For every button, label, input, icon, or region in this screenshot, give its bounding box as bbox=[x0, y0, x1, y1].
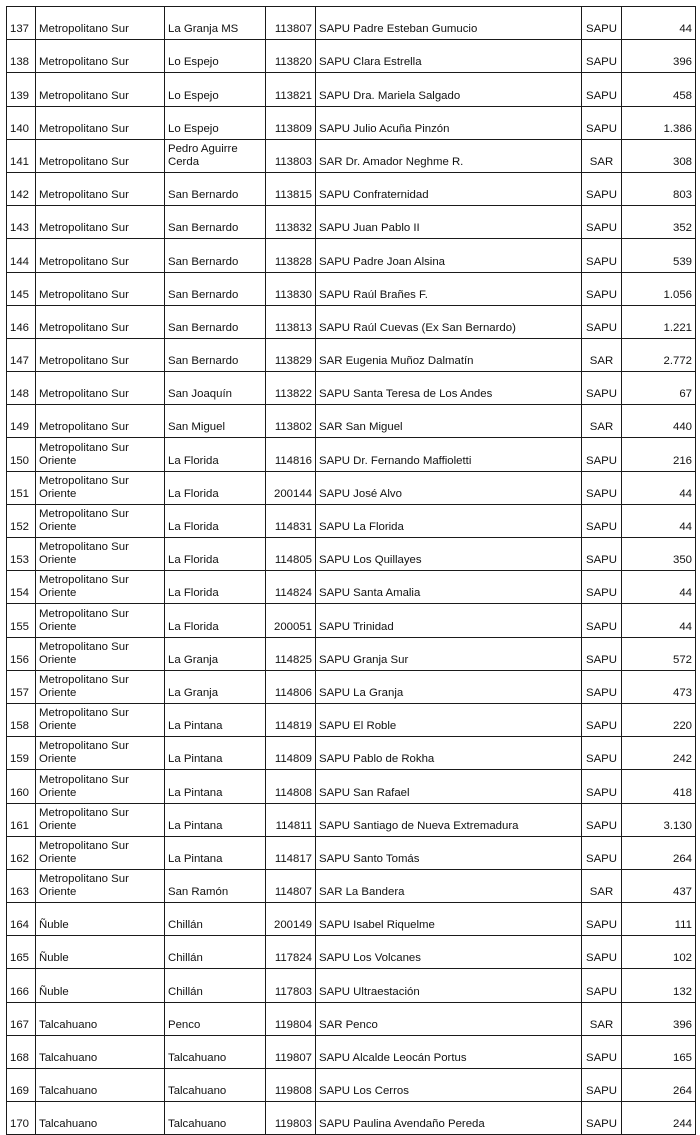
commune-cell: La Pintana bbox=[165, 803, 266, 836]
type-cell: SAPU bbox=[582, 73, 622, 106]
row-number: 166 bbox=[7, 969, 36, 1002]
commune-cell: La Florida bbox=[165, 538, 266, 571]
row-number: 147 bbox=[7, 338, 36, 371]
table-row bbox=[7, 305, 696, 338]
establishment-code-cell: 119807 bbox=[266, 1035, 316, 1068]
value-cell: 216 bbox=[622, 438, 696, 471]
establishment-name-cell: SAPU Raúl Cuevas (Ex San Bernardo) bbox=[316, 305, 582, 338]
commune-cell: San Bernardo bbox=[165, 206, 266, 239]
establishment-name-cell: SAPU Dr. Fernando Maffioletti bbox=[316, 438, 582, 471]
establishment-code-cell: 119803 bbox=[266, 1102, 316, 1135]
establishment-name-cell: SAPU San Rafael bbox=[316, 770, 582, 803]
table-row bbox=[7, 1035, 696, 1068]
commune-cell: Lo Espejo bbox=[165, 106, 266, 139]
establishment-code-cell: 113830 bbox=[266, 272, 316, 305]
type-cell: SAPU bbox=[582, 936, 622, 969]
health-service-cell: Metropolitano Sur bbox=[36, 372, 165, 405]
commune-cell: Talcahuano bbox=[165, 1069, 266, 1102]
value-cell: 244 bbox=[622, 1102, 696, 1135]
establishment-name-cell: SAR La Bandera bbox=[316, 869, 582, 902]
value-cell: 418 bbox=[622, 770, 696, 803]
commune-cell: San Bernardo bbox=[165, 272, 266, 305]
table-row bbox=[7, 7, 696, 40]
type-cell: SAPU bbox=[582, 438, 622, 471]
health-service-cell: Metropolitano Sur Oriente bbox=[36, 438, 165, 471]
health-service-cell: Ñuble bbox=[36, 903, 165, 936]
commune-cell: San Joaquín bbox=[165, 372, 266, 405]
table-row bbox=[7, 272, 696, 305]
health-service-cell: Metropolitano Sur bbox=[36, 206, 165, 239]
row-number: 152 bbox=[7, 504, 36, 537]
row-number: 138 bbox=[7, 40, 36, 73]
establishment-code-cell: 114805 bbox=[266, 538, 316, 571]
type-cell: SAPU bbox=[582, 969, 622, 1002]
establishment-code-cell: 117824 bbox=[266, 936, 316, 969]
commune-cell: La Pintana bbox=[165, 737, 266, 770]
row-number: 153 bbox=[7, 538, 36, 571]
type-cell: SAR bbox=[582, 338, 622, 371]
row-number: 161 bbox=[7, 803, 36, 836]
table-row bbox=[7, 869, 696, 902]
row-number: 165 bbox=[7, 936, 36, 969]
health-service-cell: Ñuble bbox=[36, 936, 165, 969]
value-cell: 803 bbox=[622, 172, 696, 205]
value-cell: 111 bbox=[622, 903, 696, 936]
type-cell: SAPU bbox=[582, 206, 622, 239]
table-row bbox=[7, 903, 696, 936]
value-cell: 1.221 bbox=[622, 305, 696, 338]
value-cell: 44 bbox=[622, 7, 696, 40]
value-cell: 539 bbox=[622, 239, 696, 272]
establishment-name-cell: SAPU Dra. Mariela Salgado bbox=[316, 73, 582, 106]
table-row bbox=[7, 604, 696, 637]
value-cell: 44 bbox=[622, 471, 696, 504]
row-number: 141 bbox=[7, 139, 36, 172]
establishment-name-cell: SAPU La Florida bbox=[316, 504, 582, 537]
establishment-name-cell: SAR Penco bbox=[316, 1002, 582, 1035]
health-service-cell: Talcahuano bbox=[36, 1035, 165, 1068]
row-number: 162 bbox=[7, 836, 36, 869]
establishment-code-cell: 119804 bbox=[266, 1002, 316, 1035]
value-cell: 102 bbox=[622, 936, 696, 969]
type-cell: SAR bbox=[582, 139, 622, 172]
establishments-table bbox=[6, 6, 696, 1135]
row-number: 142 bbox=[7, 172, 36, 205]
establishment-name-cell: SAPU Isabel Riquelme bbox=[316, 903, 582, 936]
establishment-code-cell: 113809 bbox=[266, 106, 316, 139]
row-number: 150 bbox=[7, 438, 36, 471]
row-number: 168 bbox=[7, 1035, 36, 1068]
table-row bbox=[7, 1069, 696, 1102]
type-cell: SAR bbox=[582, 1002, 622, 1035]
value-cell: 264 bbox=[622, 836, 696, 869]
establishment-code-cell: 114831 bbox=[266, 504, 316, 537]
health-service-cell: Metropolitano Sur Oriente bbox=[36, 737, 165, 770]
type-cell: SAPU bbox=[582, 737, 622, 770]
table-row bbox=[7, 239, 696, 272]
establishment-code-cell: 114824 bbox=[266, 571, 316, 604]
table-row bbox=[7, 338, 696, 371]
health-service-cell: Metropolitano Sur bbox=[36, 139, 165, 172]
establishment-name-cell: SAPU Granja Sur bbox=[316, 637, 582, 670]
value-cell: 1.386 bbox=[622, 106, 696, 139]
row-number: 167 bbox=[7, 1002, 36, 1035]
row-number: 148 bbox=[7, 372, 36, 405]
establishment-name-cell: SAPU Los Quillayes bbox=[316, 538, 582, 571]
value-cell: 1.056 bbox=[622, 272, 696, 305]
type-cell: SAPU bbox=[582, 106, 622, 139]
type-cell: SAPU bbox=[582, 903, 622, 936]
establishment-name-cell: SAPU Santo Tomás bbox=[316, 836, 582, 869]
table-row bbox=[7, 703, 696, 736]
type-cell: SAPU bbox=[582, 504, 622, 537]
establishment-name-cell: SAR San Miguel bbox=[316, 405, 582, 438]
table-row bbox=[7, 139, 696, 172]
establishment-code-cell: 114811 bbox=[266, 803, 316, 836]
health-service-cell: Metropolitano Sur Oriente bbox=[36, 538, 165, 571]
commune-cell: Penco bbox=[165, 1002, 266, 1035]
value-cell: 242 bbox=[622, 737, 696, 770]
type-cell: SAPU bbox=[582, 1035, 622, 1068]
value-cell: 396 bbox=[622, 1002, 696, 1035]
establishment-code-cell: 114816 bbox=[266, 438, 316, 471]
establishment-code-cell: 114807 bbox=[266, 869, 316, 902]
type-cell: SAPU bbox=[582, 7, 622, 40]
table-row bbox=[7, 670, 696, 703]
value-cell: 352 bbox=[622, 206, 696, 239]
row-number: 145 bbox=[7, 272, 36, 305]
establishment-name-cell: SAPU Ultraestación bbox=[316, 969, 582, 1002]
establishment-name-cell: SAPU Santa Teresa de Los Andes bbox=[316, 372, 582, 405]
establishment-code-cell: 114809 bbox=[266, 737, 316, 770]
health-service-cell: Metropolitano Sur Oriente bbox=[36, 637, 165, 670]
table-row bbox=[7, 73, 696, 106]
value-cell: 44 bbox=[622, 604, 696, 637]
value-cell: 350 bbox=[622, 538, 696, 571]
table-row bbox=[7, 206, 696, 239]
commune-cell: San Bernardo bbox=[165, 172, 266, 205]
health-service-cell: Metropolitano Sur Oriente bbox=[36, 836, 165, 869]
type-cell: SAPU bbox=[582, 803, 622, 836]
table-row bbox=[7, 504, 696, 537]
type-cell: SAPU bbox=[582, 1102, 622, 1135]
health-service-cell: Metropolitano Sur bbox=[36, 405, 165, 438]
health-service-cell: Metropolitano Sur Oriente bbox=[36, 869, 165, 902]
type-cell: SAPU bbox=[582, 239, 622, 272]
health-service-cell: Metropolitano Sur bbox=[36, 73, 165, 106]
establishment-name-cell: SAPU Raúl Brañes F. bbox=[316, 272, 582, 305]
establishment-code-cell: 114819 bbox=[266, 703, 316, 736]
type-cell: SAPU bbox=[582, 372, 622, 405]
establishment-code-cell: 200144 bbox=[266, 471, 316, 504]
table-row bbox=[7, 471, 696, 504]
health-service-cell: Metropolitano Sur Oriente bbox=[36, 670, 165, 703]
row-number: 159 bbox=[7, 737, 36, 770]
table-row bbox=[7, 1102, 696, 1135]
type-cell: SAPU bbox=[582, 172, 622, 205]
health-service-cell: Metropolitano Sur bbox=[36, 106, 165, 139]
row-number: 149 bbox=[7, 405, 36, 438]
establishment-name-cell: SAPU La Granja bbox=[316, 670, 582, 703]
establishment-name-cell: SAPU Julio Acuña Pinzón bbox=[316, 106, 582, 139]
row-number: 143 bbox=[7, 206, 36, 239]
row-number: 158 bbox=[7, 703, 36, 736]
establishment-code-cell: 117803 bbox=[266, 969, 316, 1002]
establishment-name-cell: SAPU Trinidad bbox=[316, 604, 582, 637]
establishment-name-cell: SAPU Pablo de Rokha bbox=[316, 737, 582, 770]
commune-cell: Talcahuano bbox=[165, 1035, 266, 1068]
table-row bbox=[7, 969, 696, 1002]
health-service-cell: Metropolitano Sur bbox=[36, 338, 165, 371]
establishment-code-cell: 113820 bbox=[266, 40, 316, 73]
table-row bbox=[7, 1002, 696, 1035]
table-row bbox=[7, 571, 696, 604]
health-service-cell: Metropolitano Sur Oriente bbox=[36, 770, 165, 803]
commune-cell: San Bernardo bbox=[165, 305, 266, 338]
commune-cell: La Granja MS bbox=[165, 7, 266, 40]
commune-cell: Chillán bbox=[165, 969, 266, 1002]
health-service-cell: Metropolitano Sur bbox=[36, 239, 165, 272]
row-number: 164 bbox=[7, 903, 36, 936]
value-cell: 44 bbox=[622, 504, 696, 537]
establishment-name-cell: SAPU José Alvo bbox=[316, 471, 582, 504]
establishment-code-cell: 113803 bbox=[266, 139, 316, 172]
establishment-code-cell: 113829 bbox=[266, 338, 316, 371]
establishment-code-cell: 113802 bbox=[266, 405, 316, 438]
table-row bbox=[7, 106, 696, 139]
type-cell: SAPU bbox=[582, 836, 622, 869]
establishment-code-cell: 113821 bbox=[266, 73, 316, 106]
establishment-code-cell: 119808 bbox=[266, 1069, 316, 1102]
establishment-name-cell: SAPU Juan Pablo II bbox=[316, 206, 582, 239]
health-service-cell: Metropolitano Sur Oriente bbox=[36, 604, 165, 637]
establishment-code-cell: 113807 bbox=[266, 7, 316, 40]
health-service-cell: Metropolitano Sur Oriente bbox=[36, 703, 165, 736]
commune-cell: La Florida bbox=[165, 604, 266, 637]
type-cell: SAPU bbox=[582, 604, 622, 637]
row-number: 140 bbox=[7, 106, 36, 139]
commune-cell: La Florida bbox=[165, 438, 266, 471]
health-service-cell: Metropolitano Sur bbox=[36, 305, 165, 338]
type-cell: SAR bbox=[582, 869, 622, 902]
value-cell: 132 bbox=[622, 969, 696, 1002]
table-row bbox=[7, 438, 696, 471]
type-cell: SAPU bbox=[582, 703, 622, 736]
commune-cell: La Florida bbox=[165, 571, 266, 604]
establishment-code-cell: 114806 bbox=[266, 670, 316, 703]
establishment-code-cell: 200051 bbox=[266, 604, 316, 637]
commune-cell: La Granja bbox=[165, 670, 266, 703]
row-number: 156 bbox=[7, 637, 36, 670]
establishment-code-cell: 113813 bbox=[266, 305, 316, 338]
establishment-name-cell: SAR Dr. Amador Neghme R. bbox=[316, 139, 582, 172]
value-cell: 2.772 bbox=[622, 338, 696, 371]
row-number: 170 bbox=[7, 1102, 36, 1135]
value-cell: 437 bbox=[622, 869, 696, 902]
row-number: 155 bbox=[7, 604, 36, 637]
row-number: 160 bbox=[7, 770, 36, 803]
health-service-cell: Metropolitano Sur Oriente bbox=[36, 471, 165, 504]
health-service-cell: Metropolitano Sur Oriente bbox=[36, 803, 165, 836]
type-cell: SAPU bbox=[582, 471, 622, 504]
commune-cell: La Florida bbox=[165, 471, 266, 504]
health-service-cell: Talcahuano bbox=[36, 1102, 165, 1135]
establishment-code-cell: 113828 bbox=[266, 239, 316, 272]
table-row bbox=[7, 637, 696, 670]
value-cell: 572 bbox=[622, 637, 696, 670]
establishment-code-cell: 113822 bbox=[266, 372, 316, 405]
commune-cell: La Florida bbox=[165, 504, 266, 537]
row-number: 157 bbox=[7, 670, 36, 703]
commune-cell: Chillán bbox=[165, 903, 266, 936]
commune-cell: San Bernardo bbox=[165, 338, 266, 371]
establishment-name-cell: SAPU Clara Estrella bbox=[316, 40, 582, 73]
commune-cell: Lo Espejo bbox=[165, 73, 266, 106]
type-cell: SAPU bbox=[582, 770, 622, 803]
table-row bbox=[7, 936, 696, 969]
type-cell: SAPU bbox=[582, 1069, 622, 1102]
establishment-code-cell: 200149 bbox=[266, 903, 316, 936]
type-cell: SAPU bbox=[582, 272, 622, 305]
value-cell: 396 bbox=[622, 40, 696, 73]
commune-cell: San Bernardo bbox=[165, 239, 266, 272]
establishment-name-cell: SAPU Santa Amalia bbox=[316, 571, 582, 604]
table-row bbox=[7, 40, 696, 73]
establishment-name-cell: SAPU Los Cerros bbox=[316, 1069, 582, 1102]
table-body bbox=[7, 7, 696, 1135]
commune-cell: Chillán bbox=[165, 936, 266, 969]
type-cell: SAPU bbox=[582, 538, 622, 571]
table-row bbox=[7, 737, 696, 770]
health-service-cell: Metropolitano Sur bbox=[36, 40, 165, 73]
row-number: 151 bbox=[7, 471, 36, 504]
value-cell: 67 bbox=[622, 372, 696, 405]
type-cell: SAPU bbox=[582, 637, 622, 670]
establishment-name-cell: SAR Eugenia Muñoz Dalmatín bbox=[316, 338, 582, 371]
commune-cell: Pedro Aguirre Cerda bbox=[165, 139, 266, 172]
value-cell: 165 bbox=[622, 1035, 696, 1068]
commune-cell: La Pintana bbox=[165, 703, 266, 736]
table-row bbox=[7, 770, 696, 803]
health-service-cell: Metropolitano Sur Oriente bbox=[36, 571, 165, 604]
establishment-code-cell: 114825 bbox=[266, 637, 316, 670]
row-number: 169 bbox=[7, 1069, 36, 1102]
table-row bbox=[7, 538, 696, 571]
row-number: 144 bbox=[7, 239, 36, 272]
row-number: 137 bbox=[7, 7, 36, 40]
health-service-cell: Talcahuano bbox=[36, 1002, 165, 1035]
value-cell: 220 bbox=[622, 703, 696, 736]
commune-cell: San Ramón bbox=[165, 869, 266, 902]
type-cell: SAPU bbox=[582, 305, 622, 338]
row-number: 146 bbox=[7, 305, 36, 338]
value-cell: 473 bbox=[622, 670, 696, 703]
commune-cell: San Miguel bbox=[165, 405, 266, 438]
table-row bbox=[7, 172, 696, 205]
value-cell: 458 bbox=[622, 73, 696, 106]
establishment-name-cell: SAPU Padre Joan Alsina bbox=[316, 239, 582, 272]
commune-cell: La Granja bbox=[165, 637, 266, 670]
health-service-cell: Ñuble bbox=[36, 969, 165, 1002]
value-cell: 264 bbox=[622, 1069, 696, 1102]
value-cell: 3.130 bbox=[622, 803, 696, 836]
establishment-code-cell: 113815 bbox=[266, 172, 316, 205]
health-service-cell: Talcahuano bbox=[36, 1069, 165, 1102]
establishment-code-cell: 113832 bbox=[266, 206, 316, 239]
establishment-name-cell: SAPU Padre Esteban Gumucio bbox=[316, 7, 582, 40]
commune-cell: Talcahuano bbox=[165, 1102, 266, 1135]
establishment-code-cell: 114808 bbox=[266, 770, 316, 803]
health-service-cell: Metropolitano Sur bbox=[36, 7, 165, 40]
commune-cell: La Pintana bbox=[165, 770, 266, 803]
health-service-cell: Metropolitano Sur Oriente bbox=[36, 504, 165, 537]
table-row bbox=[7, 372, 696, 405]
commune-cell: Lo Espejo bbox=[165, 40, 266, 73]
health-service-cell: Metropolitano Sur bbox=[36, 272, 165, 305]
establishment-name-cell: SAPU Paulina Avendaño Pereda bbox=[316, 1102, 582, 1135]
establishment-name-cell: SAPU El Roble bbox=[316, 703, 582, 736]
establishment-name-cell: SAPU Confraternidad bbox=[316, 172, 582, 205]
value-cell: 308 bbox=[622, 139, 696, 172]
type-cell: SAPU bbox=[582, 670, 622, 703]
establishment-name-cell: SAPU Los Volcanes bbox=[316, 936, 582, 969]
establishment-name-cell: SAPU Santiago de Nueva Extremadura bbox=[316, 803, 582, 836]
value-cell: 44 bbox=[622, 571, 696, 604]
row-number: 139 bbox=[7, 73, 36, 106]
health-service-cell: Metropolitano Sur bbox=[36, 172, 165, 205]
table-row bbox=[7, 405, 696, 438]
commune-cell: La Pintana bbox=[165, 836, 266, 869]
type-cell: SAR bbox=[582, 405, 622, 438]
row-number: 154 bbox=[7, 571, 36, 604]
type-cell: SAPU bbox=[582, 40, 622, 73]
value-cell: 440 bbox=[622, 405, 696, 438]
establishment-code-cell: 114817 bbox=[266, 836, 316, 869]
type-cell: SAPU bbox=[582, 571, 622, 604]
table-row bbox=[7, 836, 696, 869]
row-number: 163 bbox=[7, 869, 36, 902]
table-row bbox=[7, 803, 696, 836]
establishment-name-cell: SAPU Alcalde Leocán Portus bbox=[316, 1035, 582, 1068]
